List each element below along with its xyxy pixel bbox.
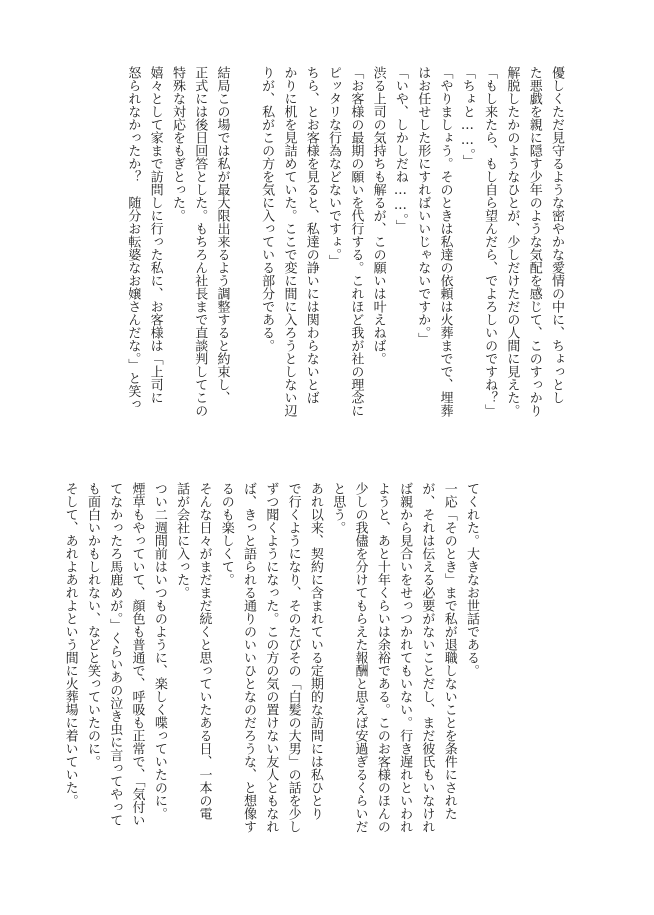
text-line: 正式には後日回答とした。もちろん社長まで直談判してこの	[192, 66, 208, 417]
text-line: あれ以来、契約に含まれている定期的な訪問には私ひとり	[307, 482, 323, 820]
text-line: た悪戯を親に隠す少年のような気配を感じて、このすっかり	[526, 66, 542, 417]
text-line: ちら、とお客様を見ると、私達の諍いには関わらないとば	[303, 66, 319, 404]
dialogue-line: 「いや、しかしだね……。」	[392, 66, 408, 233]
text-line: そんな日々がまだまだ続くと思っていたある日、一本の電	[196, 482, 212, 820]
dialogue-line: 「お客様の最期の願いを代行する。これほど我が社の理念に	[348, 66, 364, 417]
text-line: も面白いかもしれない、などと笑っていたのに。	[84, 482, 100, 768]
text-line: そして、あれよあれよという間に火葬場に着いていた。	[62, 482, 78, 807]
text-line: 話が会社に入った。	[174, 482, 190, 599]
text-line: ピッタリな行為などないですょ。」	[326, 66, 342, 268]
text-line: てなかったろ馬鹿めが。」くらいあの泣き虫に言ってやって	[107, 482, 123, 827]
text-line: が、それは伝える必要がないことだし、まだ彼氏もいなけれ	[419, 482, 435, 833]
lower-text-block	[62, 482, 482, 862]
text-line: 少しの我儘を分けてもらえた報酬と思えば安過ぎるくらいだ	[352, 482, 368, 833]
dialogue-line: 「やりましょう。そのときは私達の依頼は火葬までで、埋葬	[437, 66, 453, 417]
text-line: と思う。	[330, 482, 346, 534]
upper-text-block	[87, 66, 567, 426]
text-line: ば、きっと語られる通りのいいひとなのだろうな、と想像す	[241, 482, 257, 833]
text-line: るのも楽しくて。	[218, 482, 234, 586]
text-line: かりに机を見詰めていた。ここで変に間に入ろうとしない辺	[281, 66, 297, 417]
text-line: 一応「そのとき」まで私が退職しないことを条件にされた	[441, 482, 457, 820]
text-line: で行くようになり、そのたびその「白髪の大男」の話を少し	[285, 482, 301, 833]
text-line: 優しくただ見守るような密やかな愛情の中に、ちょっとし	[549, 66, 564, 404]
text-line: つい二週間前はいつものように、楽しく喋っていたのに。	[151, 482, 167, 820]
text-line: ずつ聞くようになった。この方の気の置けない友人ともなれ	[263, 482, 279, 833]
dialogue-line: 「ちょと……。」	[459, 66, 475, 168]
text-line: ば親から見合いをせっつかれてもいない。行き遅れといわれ	[397, 482, 413, 833]
text-line: 特殊な対応をもぎとった。	[169, 66, 185, 222]
text-line: 渋る上司の気持ちも解るが、この願いは叶えねば。	[370, 66, 386, 365]
text-line: 怒られなかったか？ 随分お転婆なお嬢さんだな。」と笑っ	[125, 66, 141, 411]
text-line: 結局この場では私が最大限出来るよう調整すると約束し、	[214, 66, 230, 404]
text-line: 解脱したかのようなひとが、少しだけただの人間に見えた。	[504, 66, 520, 417]
text-line: てくれた。大きなお世話である。	[464, 482, 479, 677]
dialogue-line: 「もし来たら、もし自ら望んだら、でよろしいのですね？」	[482, 66, 498, 417]
text-line: りが、私がこの方を気に入っている部分である。	[259, 66, 275, 352]
text-line: はお任せした形にすればいいじゃないですか。」	[415, 66, 431, 346]
text-line: 嬉々として家まで訪問しに行った私に、お客様は「上司に	[147, 66, 163, 404]
paragraph-gap	[233, 66, 255, 426]
text-line: 煙草もやっていて、顔色も普通で、呼吸も正常で、「気付い	[129, 482, 145, 827]
text-line: ようと、あと十年くらいは余裕である。このお客様のほんの	[374, 482, 390, 833]
